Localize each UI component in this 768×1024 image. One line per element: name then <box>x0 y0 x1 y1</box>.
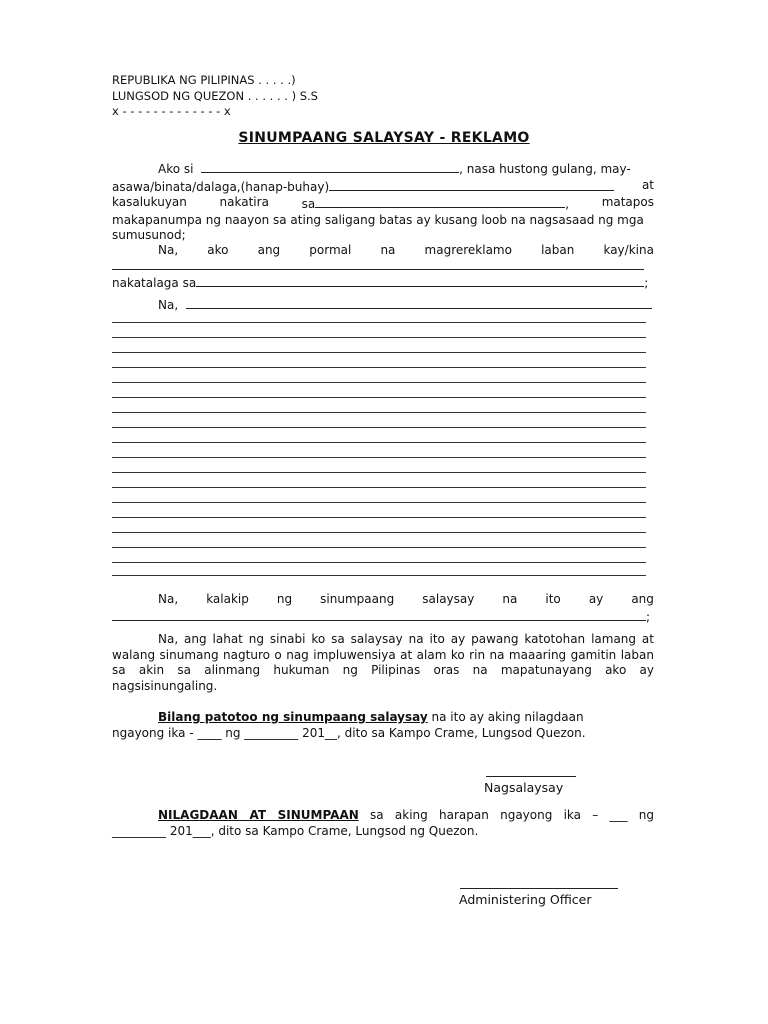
paragraph-attestation <box>112 710 654 741</box>
affiant-label: Nagsalaysay <box>484 780 564 795</box>
sworn-bold: NILAGDAAN AT SINUMPAAN <box>158 808 359 822</box>
para2-nakatalaga: nakatalaga sa <box>112 275 197 290</box>
paragraph-affiant-info <box>112 160 654 244</box>
para1-asawa: asawa/binata/dalaga,(hanap-buhay) <box>112 179 330 194</box>
statement-line[interactable] <box>112 472 646 473</box>
para3-na: Na, <box>158 298 179 312</box>
para2-word-5: magrereklamo <box>424 243 512 257</box>
para1-comma: , <box>565 197 570 211</box>
statement-line[interactable] <box>112 502 646 503</box>
para2-word-4: na <box>380 243 396 257</box>
statement-line[interactable] <box>112 517 646 518</box>
attestation-bold: Bilang patotoo ng sinumpaang salaysay <box>158 710 428 724</box>
sworn-date-line: _________ 201___, dito sa Kampo Crame, Lungsod ng Quezon. <box>112 823 479 838</box>
paragraph-truth-declaration: Na, ang lahat ng sinabi ko sa salaysay na ito ay pawang katotohan lamang at walang sinumang nagturo o nag impluwensiya at alam ko rin na maaaring gamitin laban sa akin sa alinmang hukuman ng Pilipinas oras na mapatunayang ako ay nagsisinungaling. <box>112 632 654 693</box>
statement-line[interactable] <box>112 547 646 548</box>
para1-ako-si: Ako si <box>158 162 194 176</box>
statement-line[interactable] <box>112 427 646 428</box>
para1-sa: sa <box>301 197 316 211</box>
paragraph-attachment <box>112 592 654 625</box>
para2-word-0: Na, <box>158 243 179 257</box>
statement-line[interactable] <box>112 532 646 533</box>
para4-word-4: salaysay <box>422 592 475 606</box>
statement-line[interactable] <box>112 442 646 443</box>
paragraph-sworn-before <box>112 808 654 839</box>
attestation-rest: na ito ay aking nilagdaan <box>427 710 584 724</box>
para1-nasa-hustong: , nasa hustong gulang, may- <box>459 162 631 176</box>
para4-semicolon: ; <box>646 609 651 624</box>
para1-at: at <box>641 177 654 192</box>
statement-line[interactable] <box>112 397 646 398</box>
statement-line[interactable] <box>112 487 646 488</box>
para4-word-6: ito <box>545 592 561 606</box>
para2-word-1: ako <box>207 243 229 257</box>
para1-kasalukuyan: kasalukuyan <box>112 195 187 209</box>
statement-line[interactable] <box>112 382 646 383</box>
para4-word-7: ay <box>588 592 604 606</box>
respondent-blank[interactable] <box>112 269 644 270</box>
para1-nakatira: nakatira <box>219 195 269 209</box>
sworn-rest: sa aking harapan ngayong ika – ___ ng <box>358 808 654 822</box>
header-divider: x - - - - - - - - - - - - - x <box>112 104 231 118</box>
para4-word-3: sinumpaang <box>320 592 395 606</box>
paragraph-complaint-against <box>112 243 654 291</box>
statement-line[interactable] <box>112 457 646 458</box>
occupation-blank[interactable] <box>329 178 614 191</box>
document-title: SINUMPAANG SALAYSAY - REKLAMO <box>238 130 530 146</box>
statement-blank-first[interactable] <box>186 296 652 309</box>
affiant-signature-line[interactable] <box>486 776 576 777</box>
address-blank[interactable] <box>315 195 565 208</box>
para1-makapanumpa: makapanumpa ng naayon sa ating saligang batas ay kusang loob na nagsasaad ng mga sumusunod; <box>112 212 644 242</box>
header-republika: REPUBLIKA NG PILIPINAS . . . . .) <box>112 73 296 87</box>
statement-line[interactable] <box>112 412 646 413</box>
para2-word-7: kay/kina <box>603 243 654 257</box>
para1-matapos: matapos <box>601 195 654 209</box>
statement-line[interactable] <box>112 562 646 563</box>
officer-signature-line[interactable] <box>460 888 618 889</box>
statement-line[interactable] <box>112 352 646 353</box>
para4-word-8: ang <box>631 592 654 606</box>
officer-label: Administering Officer <box>459 892 592 907</box>
paragraph-statement <box>112 296 654 314</box>
para4-word-1: kalakip <box>206 592 249 606</box>
para4-word-2: ng <box>276 592 293 606</box>
statement-line[interactable] <box>112 575 646 576</box>
attachment-blank[interactable] <box>112 608 646 621</box>
para2-semicolon: ; <box>644 275 649 290</box>
statement-line[interactable] <box>112 337 646 338</box>
attestation-date-line: ngayong ika - ____ ng _________ 201__, dito sa Kampo Crame, Lungsod Quezon. <box>112 725 586 740</box>
header-lungsod: LUNGSOD NG QUEZON . . . . . . ) S.S <box>112 89 318 103</box>
name-blank[interactable] <box>201 160 459 173</box>
para4-word-5: na <box>502 592 518 606</box>
para2-word-3: pormal <box>309 243 352 257</box>
para4-word-0: Na, <box>158 592 179 606</box>
assignment-blank[interactable] <box>196 274 644 287</box>
para2-word-2: ang <box>257 243 281 257</box>
para2-word-6: laban <box>541 243 575 257</box>
statement-line[interactable] <box>112 322 646 323</box>
statement-line[interactable] <box>112 367 646 368</box>
